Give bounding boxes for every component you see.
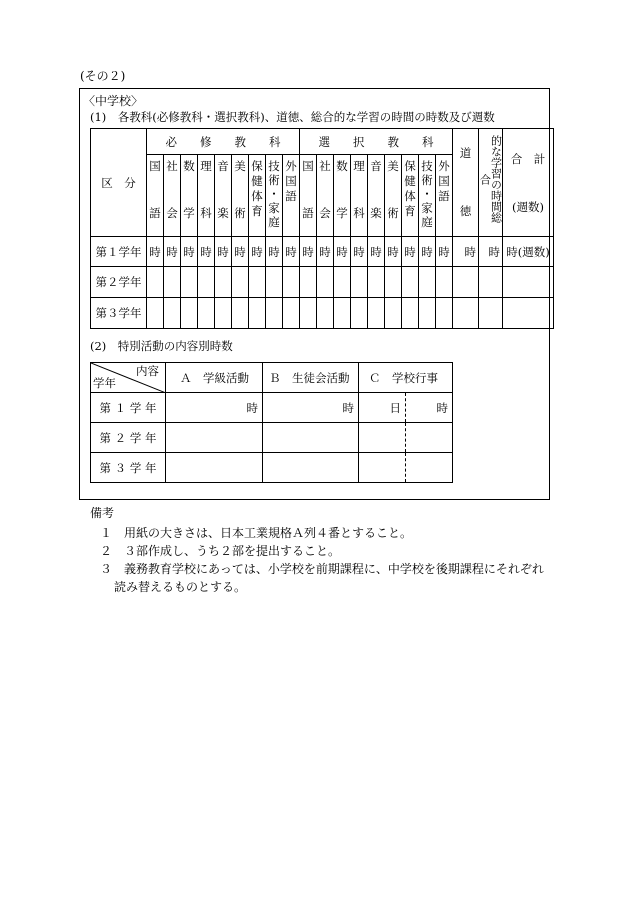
hours-cell — [147, 298, 164, 329]
hours-cell — [317, 267, 334, 298]
hours-cell — [215, 267, 232, 298]
subject-header-required-6: 保 健 体 育 — [249, 155, 266, 237]
hours-cell: 時 — [300, 237, 317, 267]
hours-cell — [300, 267, 317, 298]
note-item: ３ 義務教育学校にあっては、小学校を前期課程に、中学校を後期課程にそれぞれ — [100, 562, 544, 576]
total-header: 合 計 (週数) — [503, 129, 554, 237]
hours-cell — [436, 298, 453, 329]
hours-cell — [164, 267, 181, 298]
subject-header-elective-7: 技 術 ・ 家 庭 — [419, 155, 436, 237]
page-label: (その２) — [80, 69, 126, 83]
hours-cell: 時 — [385, 237, 402, 267]
subject-header-required-7: 技 術 ・ 家 庭 — [266, 155, 283, 237]
hours-cell: 時 — [164, 237, 181, 267]
hours-cell — [164, 298, 181, 329]
col-c-header: Ｃ 学校行事 — [359, 363, 453, 393]
notes-title: 備考 — [90, 506, 115, 520]
section1-title: (1) 各教科(必修教科・選択教科)、道徳、総合的な学習の時間の時数及び週数 — [90, 110, 495, 124]
total-cell — [503, 267, 554, 298]
hours-cell — [232, 298, 249, 329]
col-a-header: Ａ 学級活動 — [166, 363, 263, 393]
hours-cell — [249, 298, 266, 329]
hours-cell: 時 — [317, 237, 334, 267]
diagonal-header-cell — [91, 363, 166, 393]
grade-row-label: 第 ２ 学 年 — [91, 423, 166, 453]
hours-cell — [368, 298, 385, 329]
required-subjects-header: 必 修 教 科 — [147, 129, 300, 155]
hours-cell: 時 — [249, 237, 266, 267]
hours-cell — [453, 267, 479, 298]
subject-hours-table — [90, 128, 554, 329]
hours-cell — [283, 267, 300, 298]
hours-cell — [334, 267, 351, 298]
col-b-header: Ｂ 生徒会活動 — [263, 363, 359, 393]
hours-cell — [249, 267, 266, 298]
header-content-label: 内容 — [136, 364, 159, 378]
subject-header-required-5: 美 術 — [232, 155, 249, 237]
hours-cell: 時 — [283, 237, 300, 267]
hours-cell — [317, 298, 334, 329]
subject-header-required-4: 音 楽 — [215, 155, 232, 237]
hours-cell — [283, 298, 300, 329]
subject-header-elective-3: 理 科 — [351, 155, 368, 237]
hours-cell — [300, 298, 317, 329]
note-item: 読み替えるものとする。 — [114, 580, 247, 594]
hours-cell — [215, 298, 232, 329]
subject-header-elective-0: 国 語 — [300, 155, 317, 237]
hours-cell — [266, 267, 283, 298]
hours-cell — [402, 267, 419, 298]
subject-header-required-0: 国 語 — [147, 155, 164, 237]
hours-cell — [351, 298, 368, 329]
hours-cell — [479, 298, 503, 329]
hours-cell: 時 — [263, 393, 359, 423]
hours-cell — [147, 267, 164, 298]
special-activities-table — [90, 362, 453, 483]
hours-cell — [181, 298, 198, 329]
elective-subjects-header: 選 択 教 科 — [300, 129, 453, 155]
subject-header-elective-8: 外 国 語 — [436, 155, 453, 237]
days-cell — [359, 453, 406, 483]
hours-cell — [402, 298, 419, 329]
hours-cell: 時 — [453, 237, 479, 267]
kubun-header: 区 分 — [91, 129, 147, 237]
hours-cell: 時 — [419, 237, 436, 267]
hours-cell — [263, 453, 359, 483]
moral-header: 道 徳 — [453, 129, 479, 237]
grade-row-label: 第３学年 — [91, 298, 147, 329]
hours-cell — [166, 453, 263, 483]
hours-cell: 時 — [368, 237, 385, 267]
hours-cell: 時 — [436, 237, 453, 267]
hours-cell: 時 — [215, 237, 232, 267]
hours-cell — [436, 267, 453, 298]
note-item: １ 用紙の大きさは、日本工業規格Ａ列４番とすること。 — [100, 526, 413, 540]
total-cell — [503, 298, 554, 329]
hours-cell — [181, 267, 198, 298]
hours-cell: 時 — [351, 237, 368, 267]
hours-cell — [263, 423, 359, 453]
integrated-header: 的な学習の時間総合 — [479, 129, 503, 237]
hours-cell: 時 — [198, 237, 215, 267]
hours-cell — [198, 267, 215, 298]
subject-header-elective-1: 社 会 — [317, 155, 334, 237]
hours-cell: 時 — [147, 237, 164, 267]
subject-header-required-8: 外 国 語 — [283, 155, 300, 237]
grade-row-label: 第 ３ 学 年 — [91, 453, 166, 483]
grade-row-label: 第 １ 学 年 — [91, 393, 166, 423]
grade-row-label: 第１学年 — [91, 237, 147, 267]
hours-cell — [406, 423, 453, 453]
subject-header-elective-6: 保 健 体 育 — [402, 155, 419, 237]
days-cell — [359, 423, 406, 453]
note-item: ２ ３部作成し、うち２部を提出すること。 — [100, 544, 341, 558]
hours-cell — [351, 267, 368, 298]
hours-cell: 時 — [232, 237, 249, 267]
total-cell: 時(週数) — [503, 237, 554, 267]
subject-header-required-1: 社 会 — [164, 155, 181, 237]
hours-cell: 時 — [479, 237, 503, 267]
hours-cell — [166, 423, 263, 453]
subject-header-required-2: 数 学 — [181, 155, 198, 237]
header-grade-label: 学年 — [93, 375, 116, 390]
hours-cell — [232, 267, 249, 298]
hours-cell — [453, 298, 479, 329]
hours-cell — [198, 298, 215, 329]
hours-cell — [385, 298, 402, 329]
section2-title: (2) 特別活動の内容別時数 — [90, 339, 233, 353]
grade-row-label: 第２学年 — [91, 267, 147, 298]
hours-cell — [266, 298, 283, 329]
hours-cell: 時 — [166, 393, 263, 423]
hours-cell: 時 — [406, 393, 453, 423]
hours-cell — [419, 267, 436, 298]
hours-cell: 時 — [266, 237, 283, 267]
hours-cell — [334, 298, 351, 329]
hours-cell: 時 — [334, 237, 351, 267]
days-cell: 日 — [359, 393, 406, 423]
hours-cell — [385, 267, 402, 298]
school-label: 〈中学校〉 — [83, 94, 144, 108]
subject-header-required-3: 理 科 — [198, 155, 215, 237]
subject-header-elective-2: 数 学 — [334, 155, 351, 237]
subject-header-elective-4: 音 楽 — [368, 155, 385, 237]
hours-cell — [368, 267, 385, 298]
hours-cell: 時 — [402, 237, 419, 267]
hours-cell — [419, 298, 436, 329]
hours-cell — [406, 453, 453, 483]
subject-header-elective-5: 美 術 — [385, 155, 402, 237]
hours-cell: 時 — [181, 237, 198, 267]
hours-cell — [479, 267, 503, 298]
